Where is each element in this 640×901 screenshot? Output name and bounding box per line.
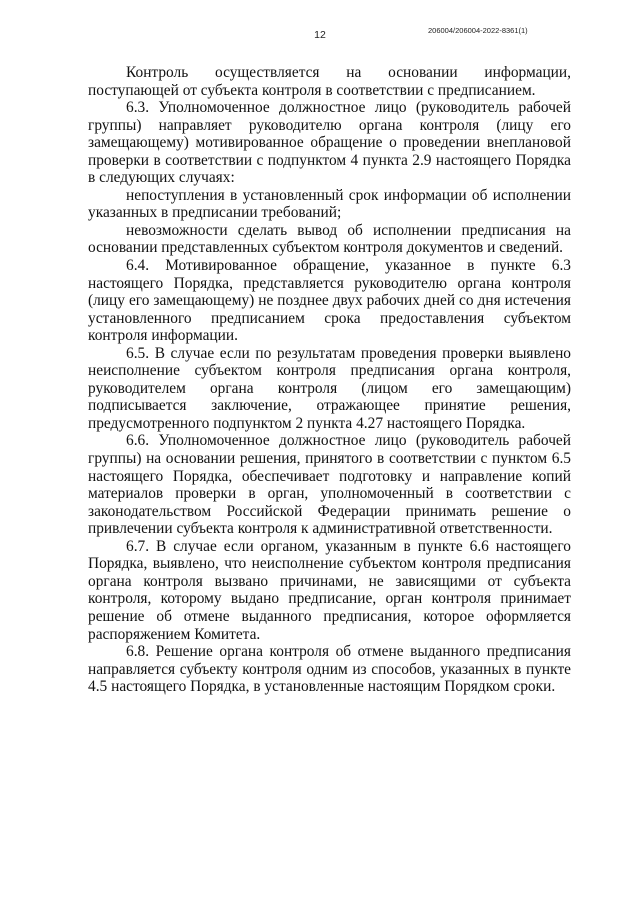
paragraph-6-3: 6.3. Уполномоченное должностное лицо (руководитель рабочей группы) направляет руководителю органа контроля (лицу его замещающему) мотивированное обращение о проведении внеплановой проверки в соответствии с подпунктом 4 пункта 2.9 настоящего Порядка в следующих случаях: (88, 99, 571, 187)
paragraph-6-7: 6.7. В случае если органом, указанным в пункте 6.6 настоящего Порядка, выявлено, что неисполнение субъектом контроля предписания органа контроля вызвано причинами, не зависящими от субъекта контроля, которому выдано предписание, орган контроля принимает решение об отмене выданного предписания, которое оформляется распоряжением Комитета. (88, 537, 571, 643)
page-number: 12 (314, 29, 326, 41)
paragraph-6-2-continued: Контроль осуществляется на основании информации, поступающей от субъекта контроля в соответствии с предписанием. (88, 64, 571, 99)
document-id: 206004/206004-2022-8361(1) (428, 26, 528, 35)
document-body (88, 64, 571, 696)
paragraph-6-4: 6.4. Мотивированное обращение, указанное в пункте 6.3 настоящего Порядка, представляется руководителю органа контроля (лицу его замещающему) не позднее двух рабочих дней со дня истечения установленного предписанием срока предоставления субъектом контроля информации. (88, 257, 571, 345)
paragraph-6-3-case-1: непоступления в установленный срок информации об исполнении указанных в предписании требований; (88, 186, 571, 222)
paragraph-6-8: 6.8. Решение органа контроля об отмене выданного предписания направляется субъекту контроля одним из способов, указанных в пункте 4.5 настоящего Порядка, в установленные настоящим Порядком сроки. (88, 643, 571, 696)
paragraph-6-5: 6.5. В случае если по результатам проведения проверки выявлено неисполнение субъектом контроля предписания органа контроля, руководителем органа контроля (лицом его замещающим) подписывается заключение, отражающее принятие решения, предусмотренного подпунктом 2 пункта 4.27 настоящего Порядка. (88, 344, 571, 432)
paragraph-6-6: 6.6. Уполномоченное должностное лицо (руководитель рабочей группы) на основании решения, принятого в соответствии с пунктом 6.5 настоящего Порядка, обеспечивает подготовку и направление копий материалов проверки в орган, уполномоченный в соответствии с законодательством Российской Федерации принимать решение о привлечении субъекта контроля к административной ответственности. (88, 432, 571, 538)
paragraph-6-3-case-2: невозможности сделать вывод об исполнении предписания на основании представленных субъектом контроля документов и сведений. (88, 221, 571, 257)
